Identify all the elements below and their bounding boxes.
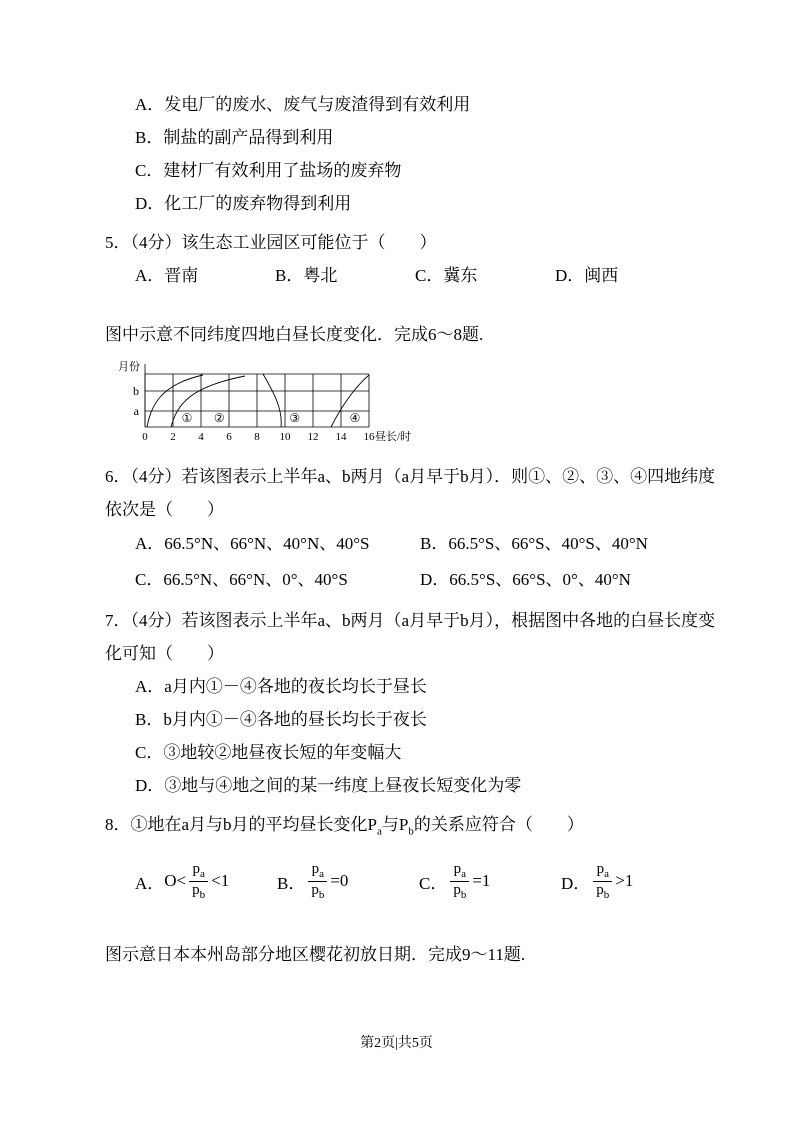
option-a: A．66.5°N、66°N、40°N、40°S: [135, 534, 370, 553]
option-d: D．③地与④地之间的某一纬度上昼夜长短变化为零: [135, 776, 522, 795]
curve-label: ①: [181, 411, 193, 425]
option-label: C．: [419, 873, 448, 893]
curve-label: ③: [289, 411, 301, 425]
x-axis-label: 昼长/时: [375, 431, 412, 443]
question-8-options: [135, 858, 720, 904]
fraction-denominator: $p_b$: [192, 881, 206, 901]
option-c: C．③地较②地昼夜长短的年变幅大: [135, 743, 402, 762]
fraction-denominator: $p_b$: [311, 881, 325, 901]
stem-text: 的关系应符合（ ）: [413, 815, 584, 834]
fraction: [189, 861, 208, 901]
section-intro: 图中示意不同纬度四地白昼长度变化．完成6～8题.: [105, 325, 484, 344]
y-tick-label: a: [133, 404, 139, 418]
question-8: [105, 808, 720, 904]
fraction-denominator: $p_b$: [453, 881, 467, 901]
option-a: [135, 861, 277, 901]
option-a: A．发电厂的废水、废气与废渣得到有效利用: [135, 95, 471, 114]
subscript: a: [377, 825, 382, 838]
x-tick-label: 0: [142, 431, 148, 443]
fraction-numerator: $p_a$: [308, 861, 327, 882]
fraction: [593, 861, 612, 901]
option-label: B．: [277, 873, 306, 893]
option-b: B．b月内①－④各地的昼长均长于夜长: [135, 710, 427, 729]
x-tick-label: 14: [335, 431, 347, 443]
x-tick-label: 6: [226, 431, 232, 443]
y-tick-label: b: [133, 384, 139, 398]
option-a: A．a月内①－④各地的夜长均长于昼长: [135, 677, 427, 696]
fraction: [308, 861, 327, 901]
question-stem: 7．（4分）若该图表示上半年a、b两月（a月早于b月），根据图中各地的白昼长度变化可知（ ）: [105, 611, 716, 663]
option-label: D．: [561, 873, 591, 893]
option-d: [561, 861, 703, 901]
question-5: [105, 226, 720, 292]
option-c: C．66.5°N、66°N、0°、40°S: [135, 570, 348, 589]
fraction: [450, 861, 469, 901]
question-7: [105, 604, 720, 802]
page-footer: 第2页|共5页: [360, 1036, 433, 1051]
option-b: B．粤北: [275, 266, 338, 285]
question-stem: [105, 808, 720, 848]
curve-label: ④: [349, 411, 361, 425]
question-4-options: [105, 88, 720, 220]
question-stem: 6．（4分）若该图表示上半年a、b两月（a月早于b月）．则①、②、③、④四地纬度依次是（ ）: [105, 467, 716, 519]
day-length-curve: [147, 375, 203, 427]
question-6: [105, 460, 720, 598]
stem-text: 与P: [381, 815, 409, 834]
x-tick-label: 8: [254, 431, 260, 443]
option-post: =0: [330, 871, 349, 891]
option-c: C．冀东: [415, 266, 478, 285]
section-intro: 图示意日本本州岛部分地区樱花初放日期．完成9～11题.: [105, 945, 526, 965]
curve-label: ②: [213, 411, 225, 425]
x-tick-label: 16: [363, 431, 375, 443]
question-stem: 5．（4分）该生态工业园区可能位于（ ）: [105, 233, 437, 252]
day-length-figure: [115, 359, 720, 454]
option-post: =1: [472, 871, 491, 891]
option-c: C．建材厂有效利用了盐场的废弃物: [135, 161, 402, 180]
question-5-options: [135, 259, 720, 292]
x-tick-label: 2: [170, 431, 176, 443]
x-tick-label: 10: [279, 431, 291, 443]
x-tick-label: 12: [307, 431, 319, 443]
option-post: <1: [211, 871, 230, 891]
fraction-numerator: $p_a$: [593, 861, 612, 882]
option-label: A．: [135, 873, 165, 893]
fraction-numerator: $p_a$: [450, 861, 469, 882]
day-length-curve: [263, 374, 281, 427]
day-length-chart: [115, 359, 427, 449]
option-b: [277, 861, 419, 901]
question-6-options: [135, 526, 720, 598]
option-b: B．制盐的副产品得到利用: [135, 128, 334, 147]
option-d: D．化工厂的废弃物得到利用: [135, 194, 352, 213]
y-axis-label: 月份: [118, 361, 140, 373]
option-d: D．66.5°S、66°S、0°、40°N: [420, 570, 631, 589]
x-tick-label: 4: [198, 431, 204, 443]
option-d: D．闽西: [555, 266, 619, 285]
question-7-options: [105, 670, 720, 802]
exam-content: [105, 88, 720, 971]
option-post: >1: [615, 871, 634, 891]
fraction-numerator: $p_a$: [189, 861, 208, 882]
stem-text: 8．①地在a月与b月的平均昼长变化P: [105, 815, 377, 834]
option-a: A．晋南: [135, 266, 199, 285]
option-c: [419, 861, 561, 901]
option-b: B．66.5°S、66°S、40°S、40°N: [420, 534, 648, 553]
subscript: b: [408, 825, 414, 838]
option-pre: O<: [164, 871, 187, 891]
fraction-denominator: $p_b$: [596, 881, 610, 901]
